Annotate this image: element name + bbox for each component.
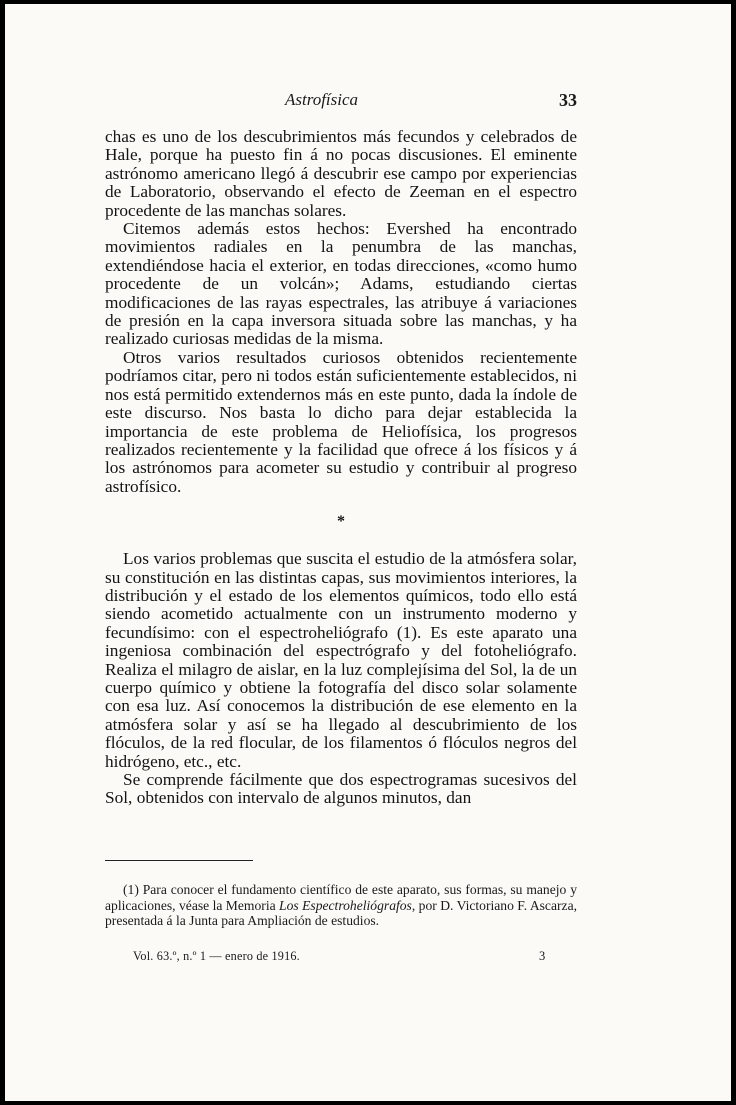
footnote-text-before: (1) Para conocer el fundamento científico de este aparato, sus formas, su manejo y aplicaciones, véase la Memoria — [105, 882, 577, 913]
running-title: Astrofísica — [285, 90, 359, 109]
footnote-text-after: , por D. Victoriano F. Ascarza, presentada á la Junta para Ampliación de estudios. — [105, 897, 577, 929]
document-page — [5, 4, 731, 1101]
paragraph-4: Los varios problemas que suscita el estudio de la atmósfera solar, su constitución en las distintas capas, sus movimientos interiores, la distribución y el estado de los elementos químicos, todo ello está siendo acometido actualmente con un instrumento moderno y fecundísimo: con el espectroheliógrafo (1). Es este aparato una ingeniosa combinación del espectrógrafo y del fotoheliógrafo. Realiza el milagro de aislar, en la luz complejísima del Sol, la de un cuerpo químico y obtiene la fotografía del disco solar solamente con esa luz. Así conocemos la distribución de ese elemento en la atmósfera solar y así se ha llegado al descubrimiento de los flóculos, de la red flocular, de los filamentos ó flóculos negros del hidrógeno, etc., etc. — [105, 549, 577, 771]
running-head — [105, 90, 577, 114]
footnote-rule — [105, 860, 253, 861]
paragraph-3: Otros varios resultados curiosos obtenidos recientemente podríamos citar, pero ni todos están suficientemente establecidos, ni nos está permitido extendernos más en este punto, dada la índole de este discurso. Nos basta lo dicho para dejar establecida la importancia de este problema de Heliofísica, los progresos realizados recientemente y la facilidad que ofrece á los físicos y á los astrónomos para acometer su estudio y contribuir al progreso astrofísico. — [105, 347, 577, 496]
paragraph-2: Citemos además estos hechos: Evershed ha encontrado movimientos radiales en la penumbra de las manchas, extendiéndose hacia el exterior, en todas direcciones, «como humo procedente de un volcán»; Adams, estudiando ciertas modificaciones de las rayas espectrales, las atribuye á variaciones de presión en la capa inversora situada sobre las manchas, y ha realizado curiosas medidas de la misma. — [105, 219, 577, 349]
paragraph-1: chas es uno de los descubrimientos más fecundos y celebrados de Hale, porque ha puesto fin á no pocas discusiones. El eminente astrónomo americano llegó á descubrir ese campo por experiencias de Laboratorio, observando el efecto de Zeeman en el espectro procedente de las manchas solares. — [105, 127, 577, 220]
page-number: 33 — [559, 90, 577, 110]
body-text — [105, 128, 577, 808]
signature-mark: 3 — [539, 949, 546, 963]
footnote-italic-title: Los Espectroheliógrafos — [279, 897, 412, 913]
paragraph-5: Se comprende fácilmente que dos espectrogramas sucesivos del Sol, obtenidos con intervalo de algunos minutos, dan — [105, 770, 577, 808]
footnote — [105, 882, 577, 929]
issue-line: Vol. 63.º, n.º 1 — enero de 1916. — [133, 949, 300, 963]
section-asterism: * — [337, 513, 345, 531]
